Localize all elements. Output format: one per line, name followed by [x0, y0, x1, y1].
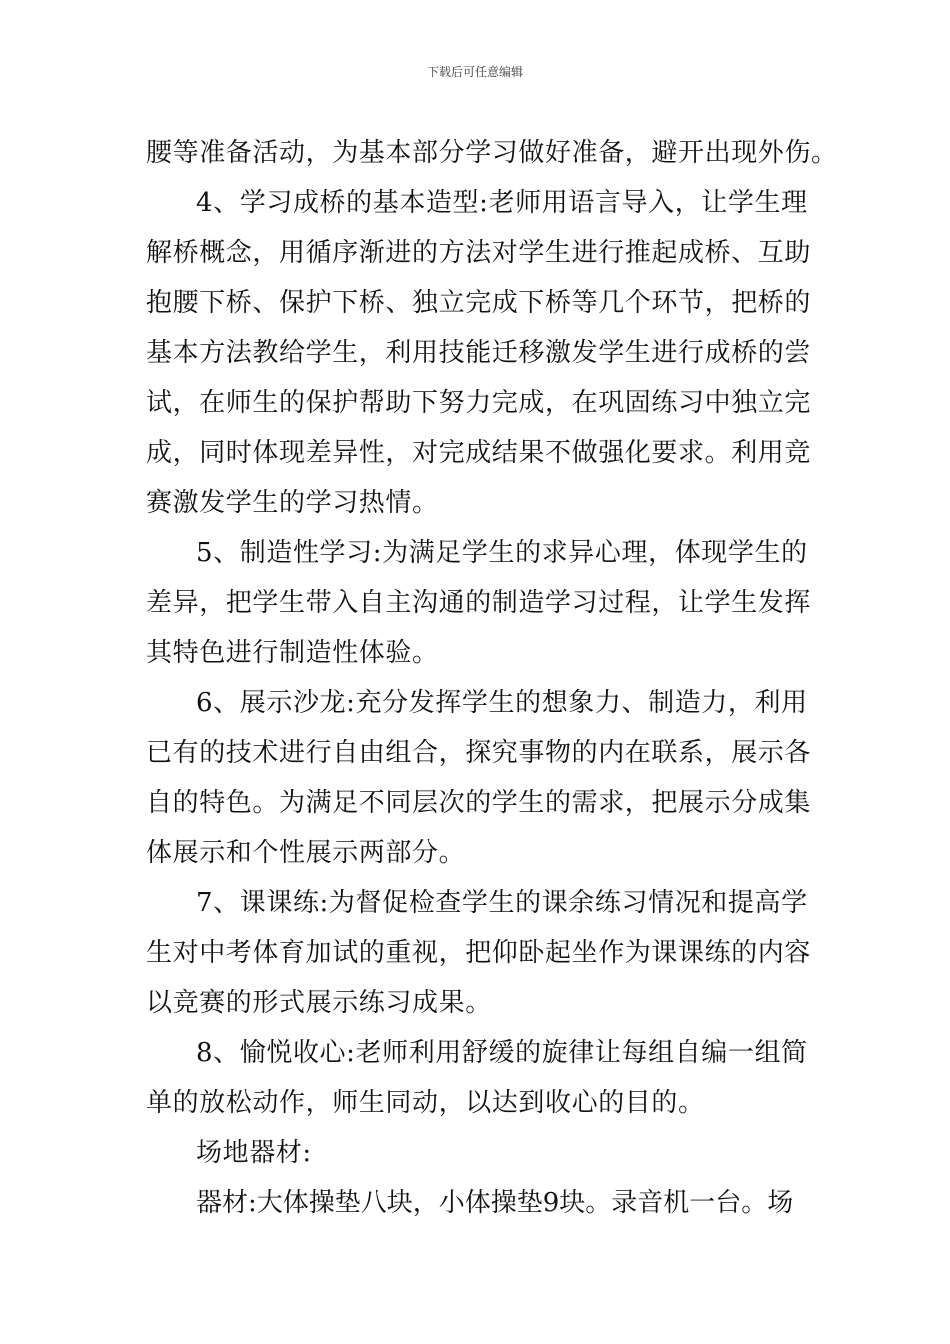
section-heading: 场地器材:: [196, 1138, 312, 1168]
paragraph-line: 单的放松动作，师生同动，以达到收心的目的。: [146, 1088, 705, 1118]
paragraph-line: 基本方法教给学生，利用技能迁移激发学生进行成桥的尝: [146, 338, 812, 368]
paragraph-line: 抱腰下桥、保护下桥、独立完成下桥等几个环节，把桥的: [146, 288, 812, 318]
paragraph-line: 自的特色。为满足不同层次的学生的需求，把展示分成集: [146, 788, 812, 818]
paragraph-line: 8、愉悦收心:老师利用舒缓的旋律让每组自编一组简: [196, 1038, 808, 1068]
document-body: [146, 128, 838, 1228]
paragraph-line: 体展示和个性展示两部分。: [146, 838, 466, 868]
paragraph-line: 成，同时体现差异性，对完成结果不做强化要求。利用竞: [146, 438, 812, 468]
paragraph-line: 腰等准备活动，为基本部分学习做好准备，避开出现外伤。: [146, 138, 838, 168]
paragraph-line: 器材:大体操垫八块，小体操垫9块。录音机一台。场: [196, 1188, 794, 1218]
paragraph-line: 以竞赛的形式展示练习成果。: [146, 988, 492, 1018]
paragraph-line: 赛激发学生的学习热情。: [146, 488, 439, 518]
paragraph-line: 6、展示沙龙:充分发挥学生的想象力、制造力，利用: [196, 688, 808, 718]
paragraph-line: 差异，把学生带入自主沟通的制造学习过程，让学生发挥: [146, 588, 812, 618]
page-header-note: 下载后可任意编辑: [426, 65, 523, 79]
paragraph-line: 其特色进行制造性体验。: [146, 638, 439, 668]
paragraph-line: 4、学习成桥的基本造型:老师用语言导入，让学生理: [196, 188, 808, 218]
paragraph-line: 生对中考体育加试的重视，把仰卧起坐作为课课练的内容: [146, 938, 812, 968]
paragraph-line: 解桥概念，用循序渐进的方法对学生进行推起成桥、互助: [146, 238, 812, 268]
paragraph-line: 5、制造性学习:为满足学生的求异心理，体现学生的: [196, 538, 808, 568]
paragraph-line: 7、课课练:为督促检查学生的课余练习情况和提高学: [196, 888, 808, 918]
paragraph-line: 试，在师生的保护帮助下努力完成，在巩固练习中独立完: [146, 388, 812, 418]
paragraph-line: 已有的技术进行自由组合，探究事物的内在联系，展示各: [146, 738, 812, 768]
